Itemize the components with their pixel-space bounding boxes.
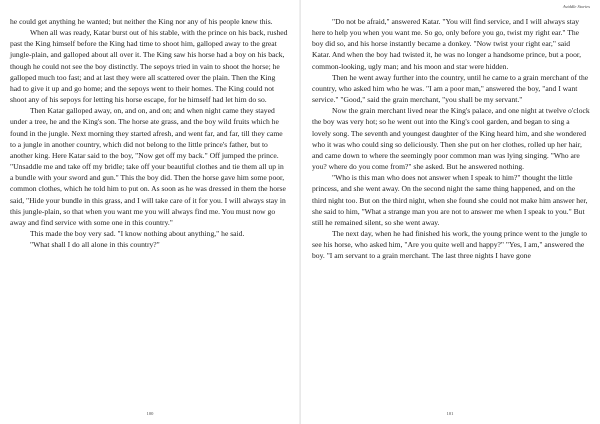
paragraph: Now the grain merchant lived near the King's palace, and one night at twelve o'clock the boy was very hot; so he went out into the King's cool garden, and began to sing a lovely song. The seventh and youngest daughter of the King heard him, and she wondered who it was who could sing so deliciously. Then she put on her clothes, rolled up her hair, and came down to where the seemingly poor common man was lying singing. "Who are you? where do you come from?" she asked. But he answered nothing. [312, 106, 590, 172]
running-head: Aviddle Stories [562, 4, 590, 9]
left-page-text [10, 16, 288, 250]
page-number-right: 101 [446, 411, 454, 416]
paragraph: "Do not be afraid," answered Katar. "You will find service, and I will always stay here to help you when you want me. So go, only before you go, twist my right ear." The boy did so, and his horse instantly became a donkey. "Now twist your right ear," said Katar. And when the boy had twisted it, he was no longer a handsome prince, but a poor, common-looking, ugly man; and his moon and star were hidden. [312, 17, 581, 71]
right-page-text [312, 16, 590, 261]
right-page [300, 0, 600, 424]
page-number-left: 100 [146, 411, 154, 416]
paragraph: Then he went away further into the country, until he came to a grain merchant of the country, who asked him who he was. "I am a poor man," answered the boy, "and I want service." "Good," said the grain merchant, "you shall be my servant." [312, 72, 589, 105]
paragraph: This made the boy very sad. "I know nothing about anything," he said. [30, 228, 245, 238]
paragraph: "Who is this man who does not answer when I speak to him?" thought the little princess, and she went away. On the second night the same thing happened, and on the third night too. But on the third night, when she found she could not make him answer her, she said to him, "What a strange man you are not to answer me when I speak to you." But still he remained silent, so she went away. [312, 173, 588, 227]
paragraph: he could get anything he wanted; but neither the King nor any of his people knew this. [10, 17, 273, 26]
paragraph: Then Katar galloped away, on, and on, and on; and when night came they stayed under a tree, he and the King's son. The horse ate grass, and the boy wild fruits which he found in the jungle. Next morning they started afresh, and went far, and far, till they came to a jungle in another country, which did not belong to the little prince's father, but to another king. Here Katar said to the boy, "Now get off my back." Off jumped the prince. "Unsaddle me and take off my bridle; take off your beautiful clothes and tie them all up in a bundle with your sword and gun." This the boy did. Then the horse gave him some poor, common clothes, which he told him to put on. As soon as he was dressed in them the horse said, "Hide your bundle in this grass, and I will take care of it for you. I will always stay in this jungle-plain, so that when you want me you will always find me. You must now go away and find service with some one in this country." [10, 106, 286, 227]
paragraph: When all was ready, Katar burst out of his stable, with the prince on his back, rushed past the King himself before the King had time to shoot him, galloped away to the great jungle-plain, and galloped about all over it. The King saw his horse had a boy on his back, though he could not see the boy distinctly. The sepoys tried in vain to shoot the horse; he galloped much too fast; and at last they were all scattered over the plain. Then the King had to give it up and go home; and the sepoys went to their homes. The King could not shoot any of his sepoys for letting his horse escape, for he himself had let him do so. [10, 28, 288, 105]
paragraph: "What shall I do all alone in this country?" [30, 240, 160, 250]
paragraph: The next day, when he had finished his work, the young prince went to the jungle to see his horse, who asked him, "Are you quite well and happy?" "Yes, I am," answered the boy. "I am servant to a grain merchant. The last three nights I have gone [312, 228, 588, 261]
